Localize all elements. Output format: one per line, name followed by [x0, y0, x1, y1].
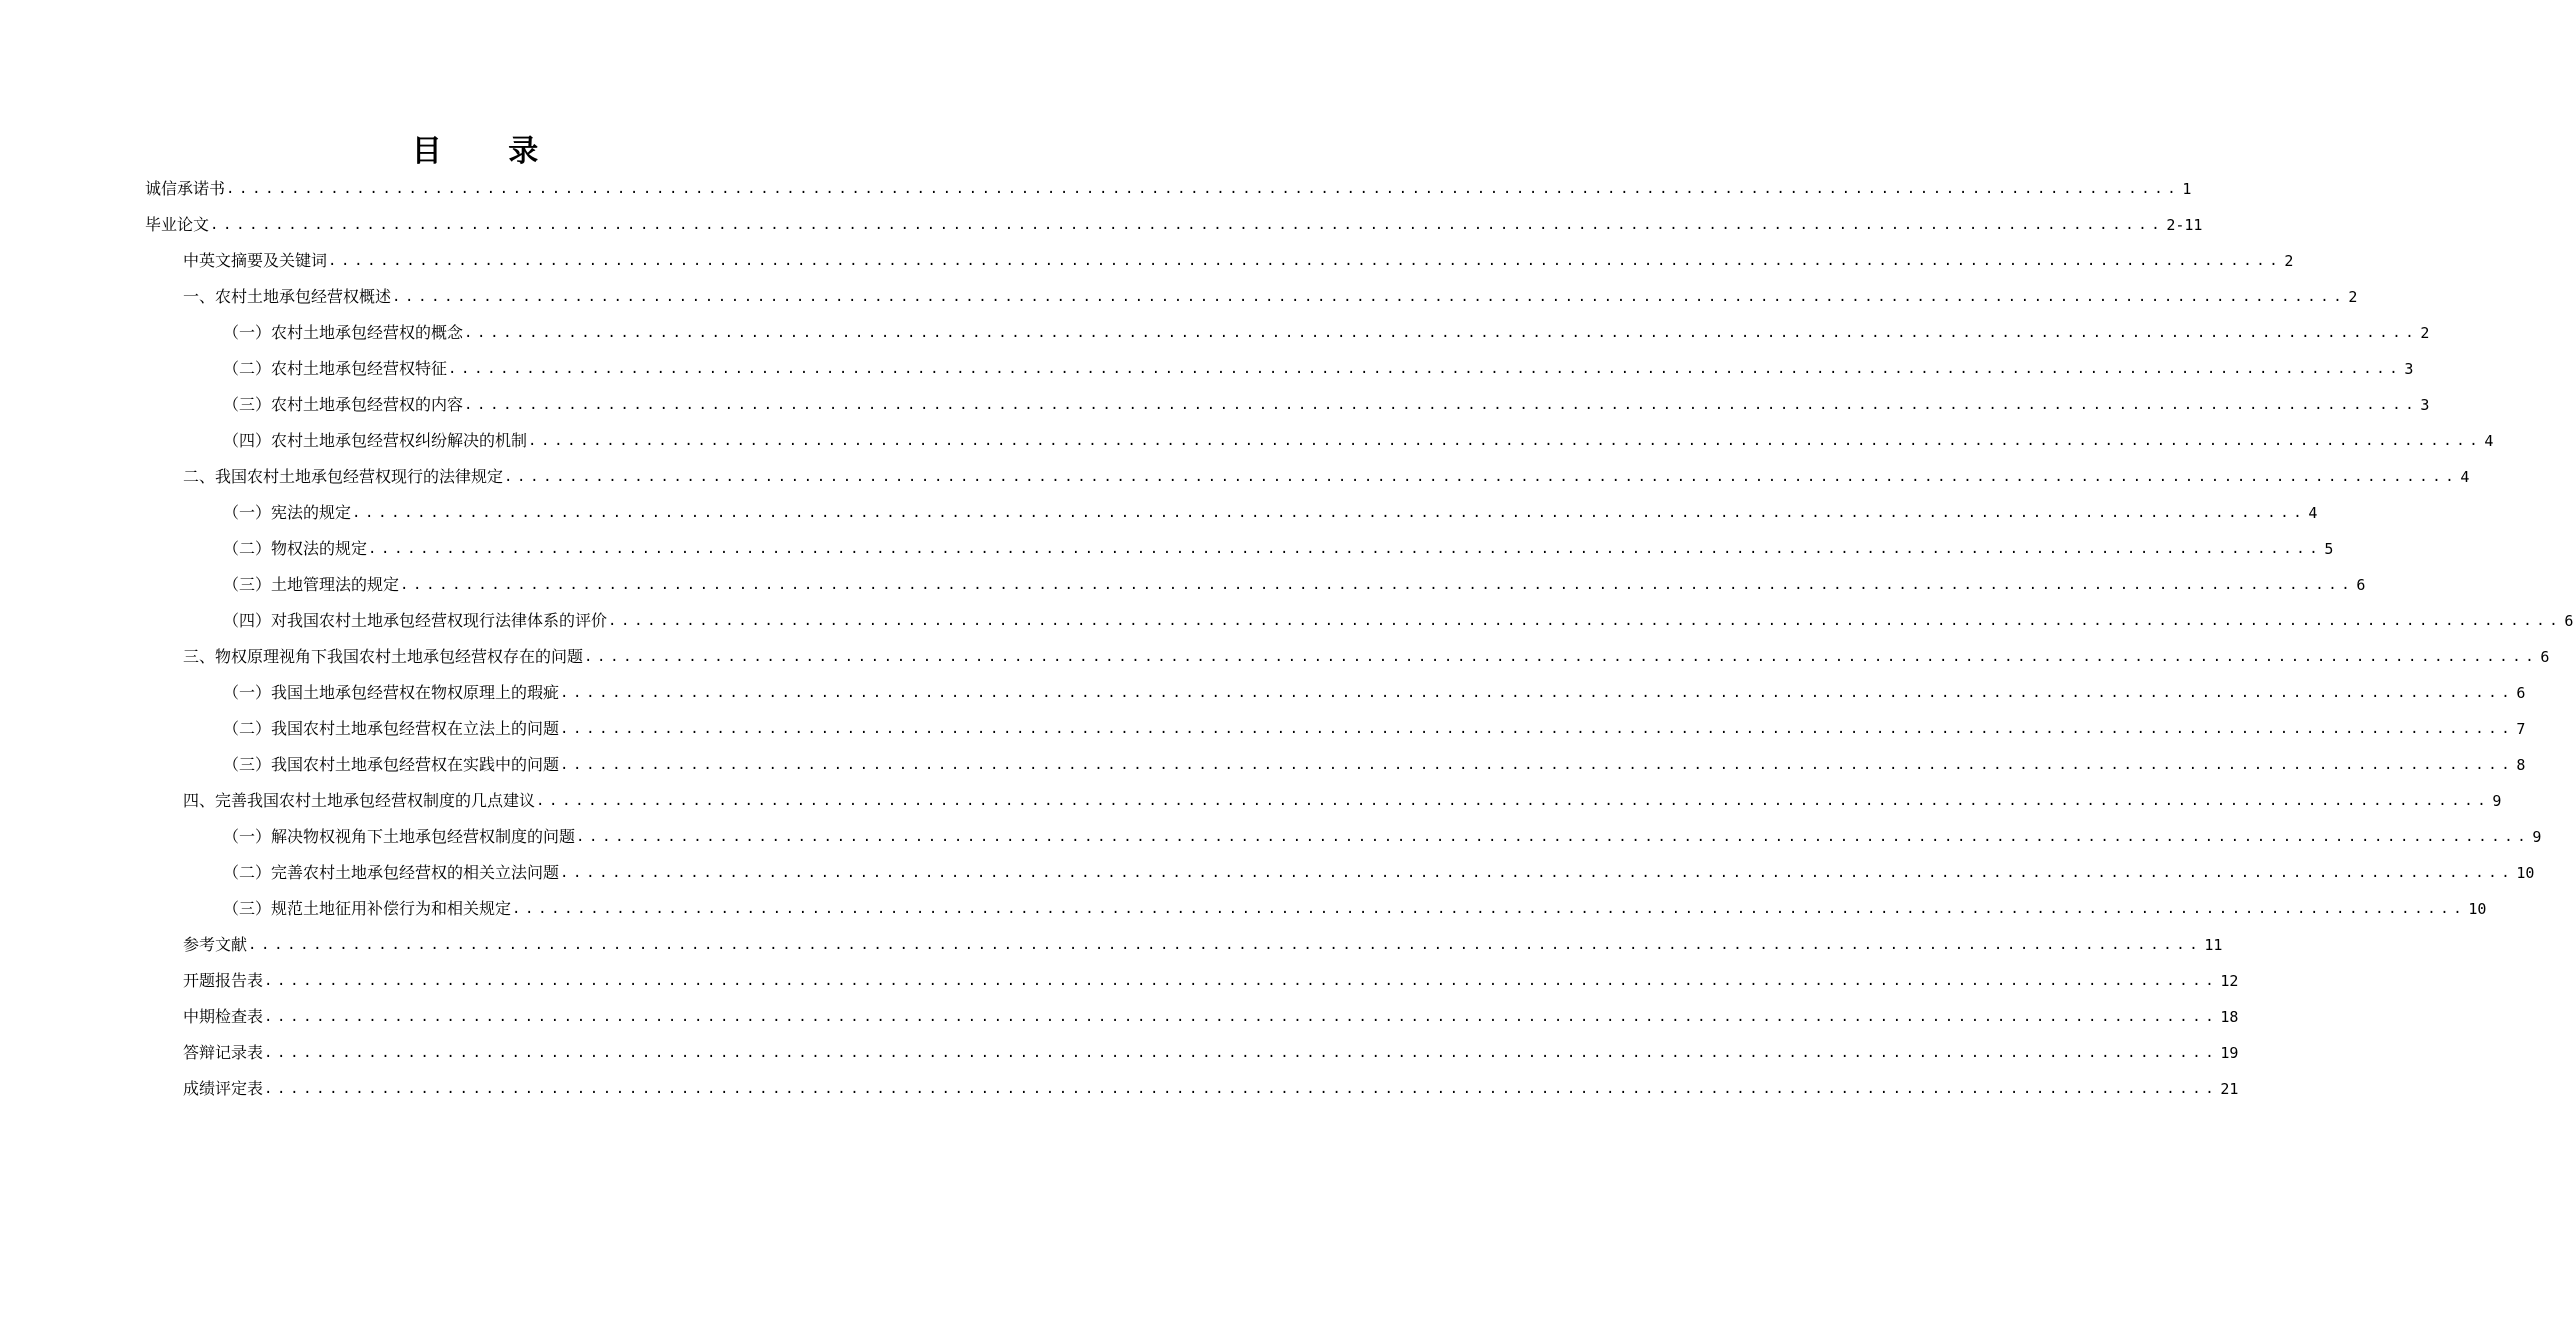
toc-entry-section-3-1[interactable]: [223, 675, 2526, 711]
toc-entry-integrity-pledge[interactable]: [145, 171, 2192, 207]
toc-entry-section-1-1[interactable]: [223, 315, 2430, 351]
toc-entry-label: 开题报告表: [183, 971, 264, 990]
toc-entry-section-2-3[interactable]: [223, 567, 2366, 603]
toc-entry-proposal-report[interactable]: [183, 963, 2239, 999]
toc-entry-page: 6: [2564, 612, 2573, 630]
toc-dot-leader: ......................................................................................................................................................: [368, 541, 2323, 557]
toc-entry-label: 诚信承诺书: [145, 179, 226, 198]
toc-entry-label: 成绩评定表: [183, 1079, 264, 1098]
toc-dot-leader: ......................................................................................................................................................: [264, 973, 2219, 989]
toc-entry-page: 3: [2420, 396, 2430, 414]
toc-entry-label: （三）农村土地承包经营权的内容: [223, 395, 464, 414]
toc-dot-leader: ......................................................................................................................................................: [560, 865, 2515, 881]
toc-entry-label: （四）对我国农村土地承包经营权现行法律体系的评价: [223, 611, 608, 630]
toc-entry-chapter-1[interactable]: [183, 279, 2358, 315]
toc-dot-leader: ......................................................................................................................................................: [528, 433, 2483, 449]
toc-entry-page: 9: [2492, 792, 2502, 810]
toc-entry-page: 2: [2420, 324, 2430, 342]
toc-dot-leader: ......................................................................................................................................................: [504, 469, 2459, 485]
toc-entry-label: 中英文摘要及关键词: [183, 251, 328, 270]
toc-entry-label: 毕业论文: [145, 215, 210, 234]
toc-entry-page: 3: [2404, 360, 2414, 378]
toc-entry-label: 二、我国农村土地承包经营权现行的法律规定: [183, 467, 504, 486]
toc-dot-leader: ......................................................................................................................................................: [448, 361, 2403, 377]
toc-entry-label: （二）农村土地承包经营权特征: [223, 359, 448, 378]
toc-dot-leader: ......................................................................................................................................................: [560, 757, 2515, 773]
toc-dot-leader: ......................................................................................................................................................: [210, 217, 2165, 233]
toc-dot-leader: ......................................................................................................................................................: [536, 793, 2491, 809]
toc-entry-label: （一）农村土地承包经营权的概念: [223, 323, 464, 342]
toc-entry-thesis[interactable]: [145, 207, 2203, 243]
toc-entry-page: 4: [2460, 468, 2470, 486]
toc-entry-page: 7: [2516, 720, 2526, 738]
toc-entry-page: 5: [2324, 540, 2334, 558]
toc-dot-leader: ......................................................................................................................................................: [560, 685, 2515, 701]
toc-entry-chapter-2[interactable]: [183, 459, 2470, 495]
toc-dot-leader: ......................................................................................................................................................: [264, 1045, 2219, 1061]
toc-entry-label: （一）我国土地承包经营权在物权原理上的瑕疵: [223, 683, 560, 702]
toc-entry-label: 中期检查表: [183, 1007, 264, 1026]
toc-entry-page: 2: [2284, 252, 2294, 270]
toc-entry-label: 三、物权原理视角下我国农村土地承包经营权存在的问题: [183, 647, 584, 666]
toc-entry-label: （三）规范土地征用补偿行为和相关规定: [223, 899, 512, 918]
toc-entry-label: （四）农村土地承包经营权纠纷解决的机制: [223, 431, 528, 450]
toc-entry-section-2-4[interactable]: [223, 603, 2573, 639]
toc-entry-page: 4: [2484, 432, 2494, 450]
toc-entry-grade-evaluation[interactable]: [183, 1071, 2239, 1107]
toc-entry-abstract[interactable]: [183, 243, 2294, 279]
toc-entry-page: 6: [2356, 576, 2366, 594]
page-title: 目 录: [411, 134, 567, 169]
toc-entry-page: 4: [2308, 504, 2318, 522]
toc-entry-label: （二）完善农村土地承包经营权的相关立法问题: [223, 863, 560, 882]
toc-entry-section-2-2[interactable]: [223, 531, 2334, 567]
toc-entry-page: 21: [2220, 1080, 2239, 1098]
toc-dot-leader: ......................................................................................................................................................: [392, 289, 2347, 305]
toc-entry-label: （二）我国农村土地承包经营权在立法上的问题: [223, 719, 560, 738]
toc-entry-page: 6: [2516, 684, 2526, 702]
toc-entry-chapter-3[interactable]: [183, 639, 2550, 675]
toc-dot-leader: ......................................................................................................................................................: [512, 901, 2467, 917]
toc-entry-page: 6: [2540, 648, 2550, 666]
toc-dot-leader: ......................................................................................................................................................: [464, 325, 2419, 341]
toc-entry-label: （二）物权法的规定: [223, 539, 368, 558]
toc-dot-leader: ......................................................................................................................................................: [328, 253, 2283, 269]
toc-entry-section-3-3[interactable]: [223, 747, 2526, 783]
toc-dot-leader: ......................................................................................................................................................: [400, 577, 2355, 593]
toc-entry-page: 12: [2220, 972, 2239, 990]
toc-entry-page: 1: [2182, 180, 2192, 198]
toc-entry-label: （三）土地管理法的规定: [223, 575, 400, 594]
toc-entry-page: 2: [2348, 288, 2358, 306]
toc-entry-section-4-3[interactable]: [223, 891, 2487, 927]
toc-entry-section-1-4[interactable]: [223, 423, 2494, 459]
toc-entry-page: 10: [2516, 864, 2535, 882]
toc-dot-leader: ......................................................................................................................................................: [584, 649, 2539, 665]
toc-dot-leader: ......................................................................................................................................................: [608, 613, 2563, 629]
toc-entry-page: 10: [2468, 900, 2487, 918]
toc-dot-leader: ......................................................................................................................................................: [248, 937, 2203, 953]
toc-entry-references[interactable]: [183, 927, 2223, 963]
toc-entry-section-2-1[interactable]: [223, 495, 2318, 531]
toc-entry-midterm-check[interactable]: [183, 999, 2239, 1035]
toc-entry-section-3-2[interactable]: [223, 711, 2526, 747]
toc-entry-page: 2-11: [2166, 216, 2203, 234]
toc-entry-page: 19: [2220, 1044, 2239, 1062]
toc-entry-section-1-2[interactable]: [223, 351, 2414, 387]
toc-entry-label: 答辩记录表: [183, 1043, 264, 1062]
toc-entry-label: （三）我国农村土地承包经营权在实践中的问题: [223, 755, 560, 774]
toc-dot-leader: ......................................................................................................................................................: [264, 1009, 2219, 1025]
toc-dot-leader: ......................................................................................................................................................: [264, 1081, 2219, 1097]
toc-dot-leader: ......................................................................................................................................................: [576, 829, 2531, 845]
toc-dot-leader: ......................................................................................................................................................: [560, 721, 2515, 737]
toc-entry-label: （一）解决物权视角下土地承包经营权制度的问题: [223, 827, 576, 846]
toc-entry-page: 9: [2532, 828, 2542, 846]
toc-entry-defense-record[interactable]: [183, 1035, 2239, 1071]
toc-entry-section-4-1[interactable]: [223, 819, 2542, 855]
toc-dot-leader: ......................................................................................................................................................: [464, 397, 2419, 413]
toc-entry-page: 11: [2204, 936, 2223, 954]
toc-entry-chapter-4[interactable]: [183, 783, 2502, 819]
toc-entry-page: 18: [2220, 1008, 2239, 1026]
toc-dot-leader: ......................................................................................................................................................: [352, 505, 2307, 521]
toc-entry-section-4-2[interactable]: [223, 855, 2535, 891]
toc-dot-leader: ......................................................................................................................................................: [226, 181, 2181, 197]
toc-entry-label: 四、完善我国农村土地承包经营权制度的几点建议: [183, 791, 536, 810]
toc-entry-label: 一、农村土地承包经营权概述: [183, 287, 392, 306]
toc-entry-section-1-3[interactable]: [223, 387, 2430, 423]
toc-entry-page: 8: [2516, 756, 2526, 774]
toc-entry-label: 参考文献: [183, 935, 248, 954]
toc-entry-label: （一）宪法的规定: [223, 503, 352, 522]
